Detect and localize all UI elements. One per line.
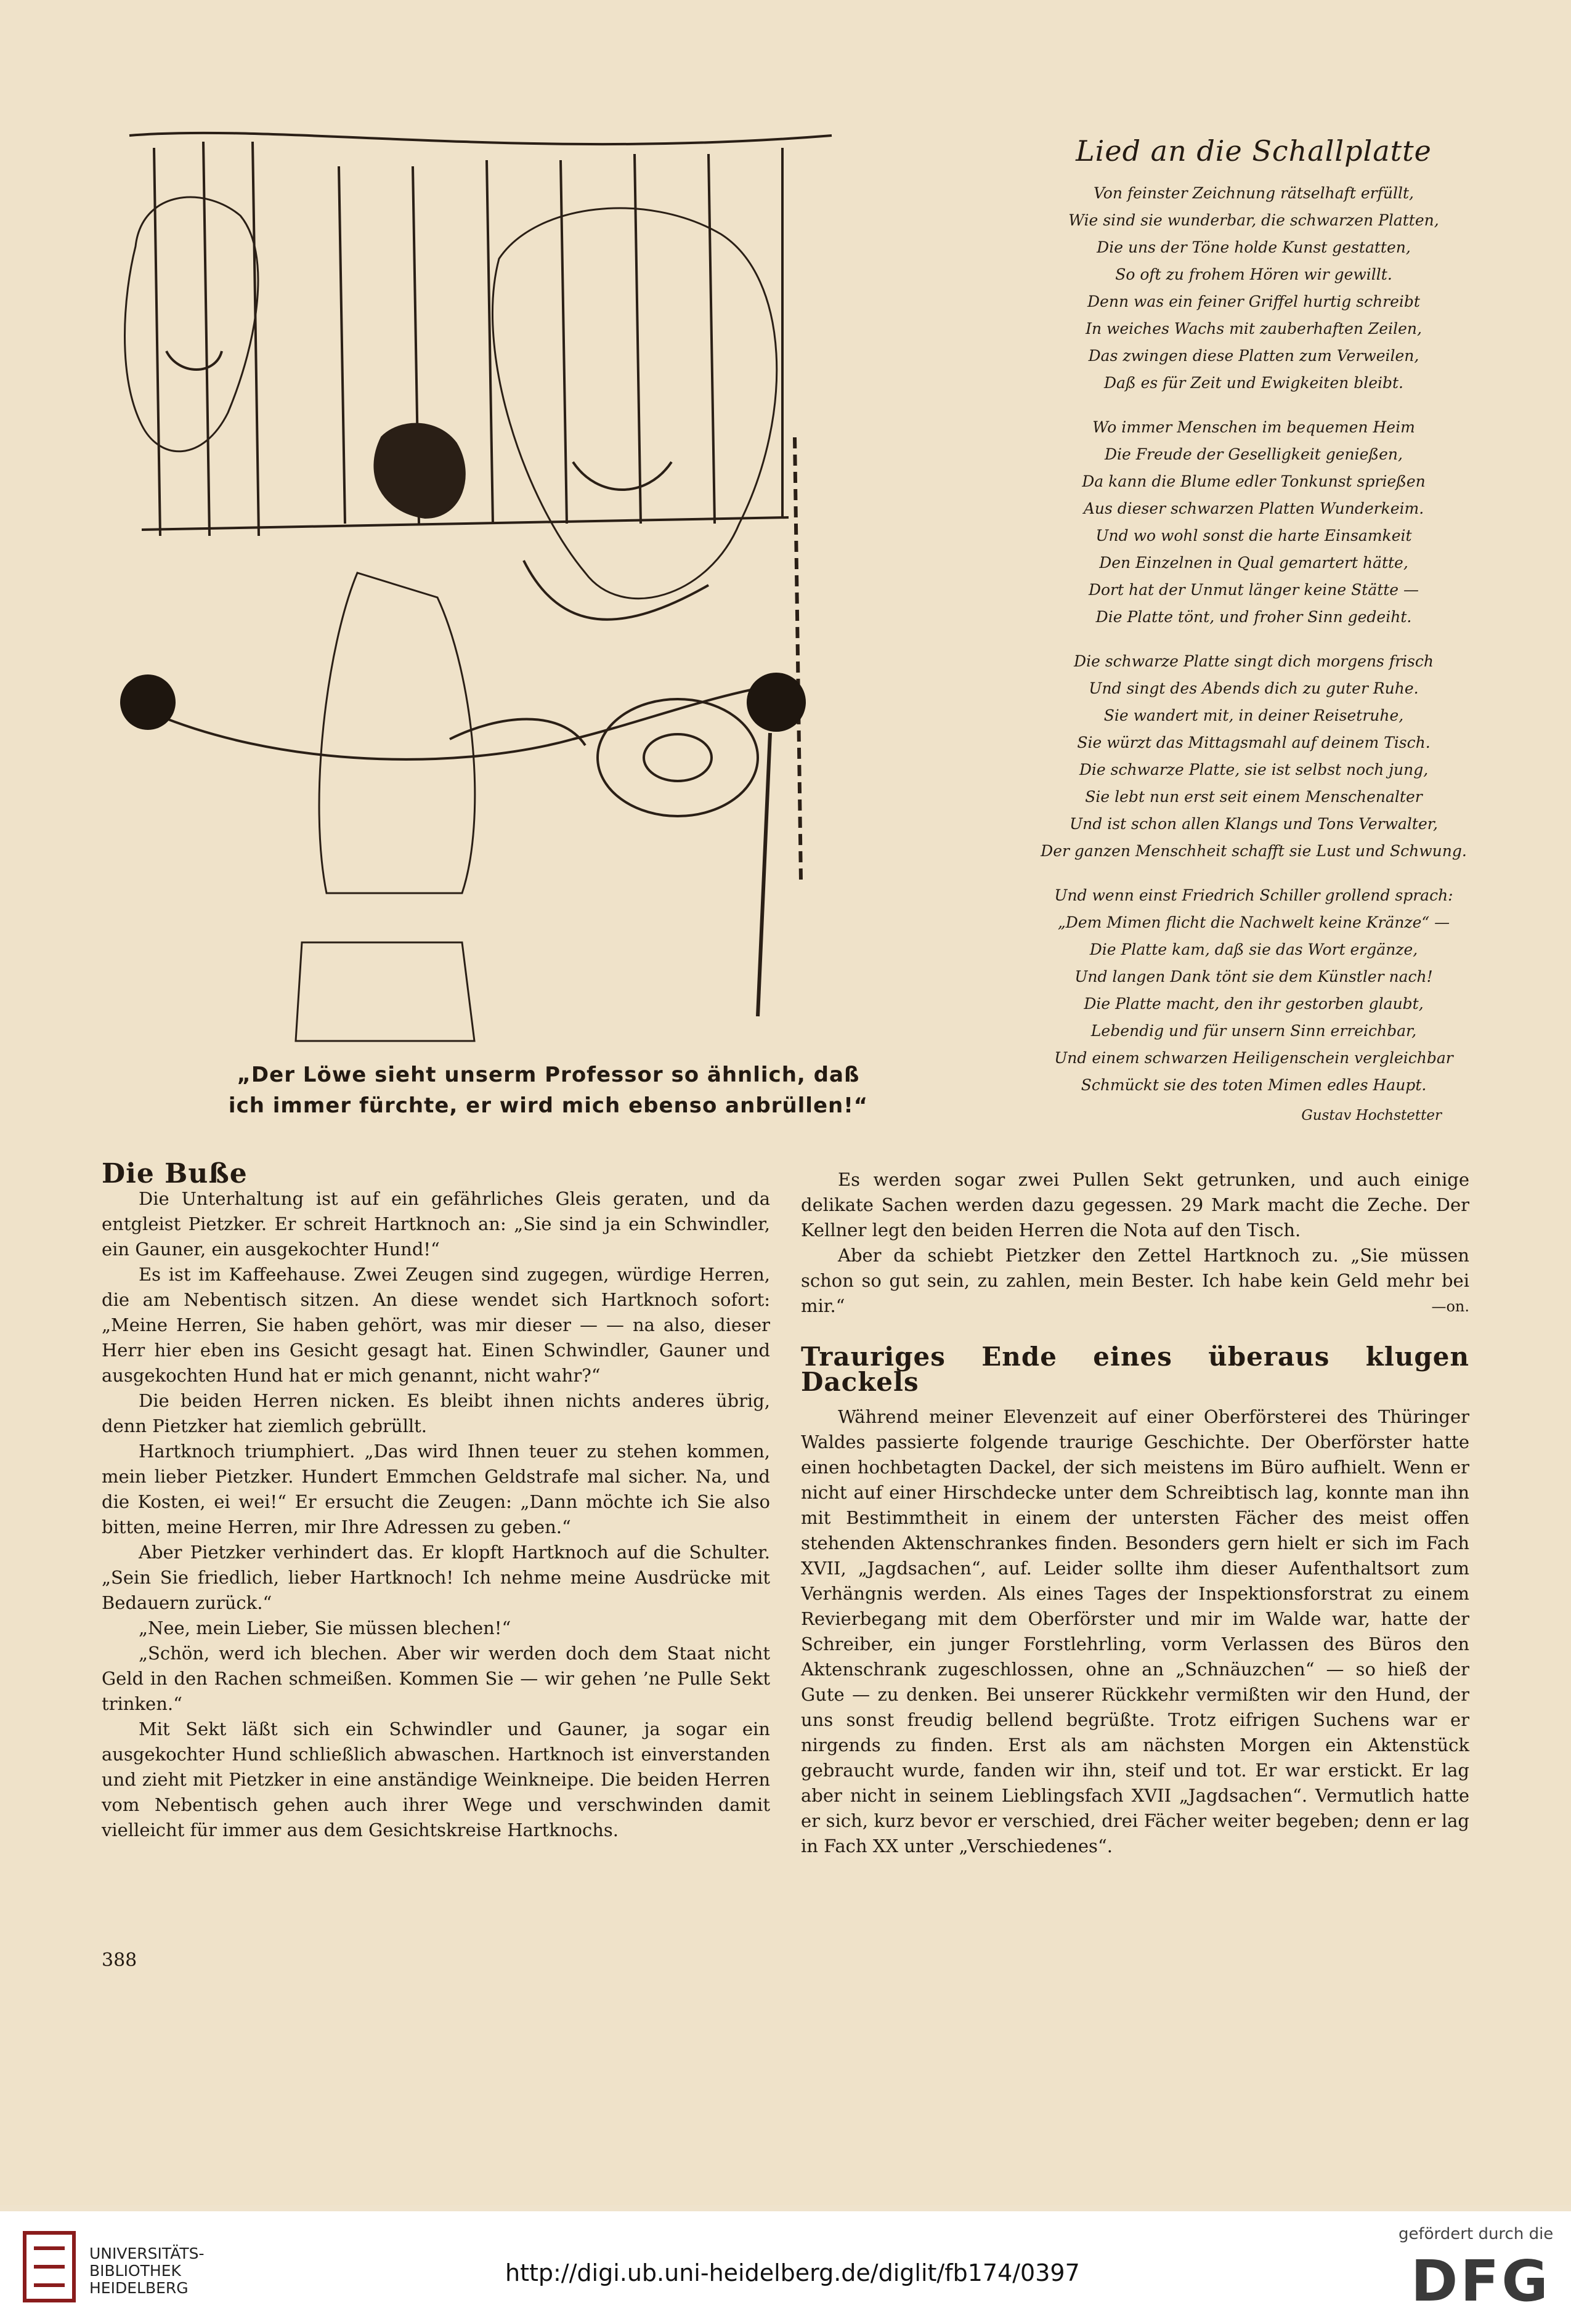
article-signature: —on. [1431,1298,1469,1315]
poem-stanza-4 [998,882,1509,1099]
poem-line: Die Freude der Geselligkeit genießen, [1105,445,1403,463]
poem-line: Und singt des Abends dich zu guter Ruhe. [1089,679,1419,697]
poem-line: Der ganzen Menschheit schafft sie Lust und Schwung. [1041,842,1467,860]
footer-bar [0,2211,1571,2324]
poem-line: Sie würzt das Mittagsmahl auf deinem Tisch. [1077,734,1431,751]
poem-line: Dort hat der Unmut länger keine Stätte — [1088,581,1419,599]
illustration-drawing [92,92,863,1047]
poem-stanza-2 [998,414,1509,631]
article-paragraph: Die beiden Herren nicken. Es bleibt ihnen nichts anderes übrig, denn Pietzker hat ziemlich gebrüllt. [102,1390,770,1436]
university-seal-icon [22,2230,77,2304]
poem-line: Die Platte kam, daß sie das Wort ergänze, [1089,941,1418,958]
poem-line: Wo immer Menschen im bequemen Heim [1092,418,1415,436]
poem-line: Da kann die Blume edler Tonkunst sprießen [1082,472,1426,490]
poem-line: Von feinster Zeichnung rätselhaft erfüllt, [1094,184,1414,202]
caption-line-1: „Der Löwe sieht unserm Professor so ähnlich, daß [237,1063,860,1087]
article-paragraph: Hartknoch triumphiert. „Das wird Ihnen teuer zu stehen kommen, mein lieber Pietzker. Hundert Emmchen Geldstrafe mal sicher. Na, und die Kosten, ei wei!“ Er ersucht die Zeugen: „Dann möchte ich Sie also bitten, meine Herren, mir Ihre Adressen zu geben.“ [102,1441,770,1537]
illustration-caption [185,1059,912,1121]
page-number: 388 [102,1949,137,1971]
sponsor-label: gefördert durch die [1398,2225,1554,2243]
poem-line: Und wenn einst Friedrich Schiller grollend sprach: [1054,886,1453,904]
poem-line: Den Einzelnen in Qual gemartert hätte, [1099,554,1408,572]
article-paragraph: Es ist im Kaffeehause. Zwei Zeugen sind zugegen, würdige Herren, die am Nebentisch sitzen. An diese wendet sich Hartknoch sofort: „Meine Herren, Sie haben gehört, was mir dieser — — na also, dieser Herr hier eben ins Gesicht gesagt hat. Einen Schwindler, Gauner und ausgekochten Hund hat er mich genannt, nicht wahr?“ [102,1264,770,1386]
poem [998,134,1509,1124]
institution-line: HEIDELBERG [89,2279,189,2297]
permalink[interactable]: http://digi.ub.uni-heidelberg.de/diglit/fb174/0397 [505,2259,1080,2286]
article-title: Trauriges Ende eines überaus klugen Dackels [801,1342,1469,1397]
article-paragraph: Die Unterhaltung ist auf ein gefährliches Gleis geraten, und da entgleist Pietzker. Er schreit Hartknoch an: „Sie sind ja ein Schwindler, ein Gauner, ein ausgekochter Hund!“ [102,1188,770,1260]
poem-title: Lied an die Schallplatte [1076,134,1432,168]
poem-line: „Dem Mimen flicht die Nachwelt keine Kränze“ — [1057,913,1450,931]
article-die-busse [102,1158,770,1843]
article-paragraph: Aber Pietzker verhindert das. Er klopft Hartknoch auf die Schulter. „Sein Sie friedlich, lieber Hartknoch! Ich nehme meine Ausdrücke mit Bedauern zurück.“ [102,1542,770,1613]
poem-line: Daß es für Zeit und Ewigkeiten bleibt. [1104,374,1403,392]
poem-line: Denn was ein feiner Griffel hurtig schreibt [1087,293,1420,310]
poem-line: Und wo wohl sonst die harte Einsamkeit [1095,527,1412,545]
poem-line: Die uns der Töne holde Kunst gestatten, [1097,238,1411,256]
institution-name[interactable] [89,2245,205,2297]
poem-line: Lebendig und für unsern Sinn erreichbar, [1090,1022,1417,1040]
poem-author: Gustav Hochstetter [1301,1107,1442,1124]
poem-line: Das zwingen diese Platten zum Verweilen, [1088,347,1419,365]
article-paragraph: Es werden sogar zwei Pullen Sekt getrunken, und auch einige delikate Sachen werden dazu gegessen. 29 Mark macht die Zeche. Der Kellner legt den beiden Herren die Nota auf den Tisch. [801,1169,1469,1241]
poem-line: Die Platte macht, den ihr gestorben glaubt, [1084,995,1424,1013]
poem-line: Die schwarze Platte, sie ist selbst noch jung, [1079,761,1429,779]
poem-line: So oft zu frohem Hören wir gewillt. [1115,265,1392,283]
article-paragraph: „Schön, werd ich blechen. Aber wir werden doch dem Staat nicht Geld in den Rachen schmeißen. Kommen Sie — wir gehen ’ne Pulle Sekt trinken.“ [102,1643,770,1714]
article-paragraph: Aber da schiebt Pietzker den Zettel Hartknoch zu. „Sie müssen schon so gut sein, zu zahlen, mein Bester. Ich habe kein Geld mehr bei mir.“ [801,1245,1469,1316]
institution-line: UNIVERSITÄTS- [89,2245,205,2262]
poem-line: Die schwarze Platte singt dich morgens frisch [1074,652,1434,670]
poem-line: Aus dieser schwarzen Platten Wunderkeim. [1083,500,1424,517]
poem-line: Schmückt sie des toten Mimen edles Haupt. [1081,1076,1427,1094]
poem-line: Sie wandert mit, in deiner Reisetruhe, [1103,707,1404,724]
article-paragraph: „Nee, mein Lieber, Sie müssen blechen!“ [139,1617,511,1638]
poem-line: Und ist schon allen Klangs und Tons Verwalter, [1070,815,1438,833]
poem-line: Sie lebt nun erst seit einem Menschenalter [1085,788,1423,806]
article-title: Die Buße [102,1158,248,1189]
right-column [801,1167,1469,1859]
poem-line: In weiches Wachs mit zauberhaften Zeilen, [1086,320,1422,338]
poem-line: Und langen Dank tönt sie dem Künstler nach! [1074,968,1433,986]
poem-stanza-1 [998,180,1509,397]
poem-line: Die Platte tönt, und froher Sinn gedeiht. [1095,608,1412,626]
article-paragraph: Mit Sekt läßt sich ein Schwindler und Gauner, ja sogar ein ausgekochter Hund schließlich abwaschen. Hartknoch ist einverstanden und zieht mit Pietzker in eine anständige Weinkneipe. Die beiden Herren vom Nebentisch gehen auch ihrer Wege und verschwinden damit vielleicht für immer aus dem Gesichtskreise Hartknochs. [102,1719,770,1840]
caption-line-2: ich immer fürchte, er wird mich ebenso anbrüllen!“ [228,1093,869,1118]
poem-stanza-3 [998,648,1509,865]
poem-line: Wie sind sie wunderbar, die schwarzen Platten, [1068,211,1439,229]
poem-line: Und einem schwarzen Heiligenschein vergleichbar [1054,1049,1453,1067]
article-paragraph: Während meiner Elevenzeit auf einer Oberförsterei des Thüringer Waldes passierte folgende traurige Geschichte. Der Oberförster hatte einen hochbetagten Dackel, der sich meistens im Büro aufhielt. Wenn er nicht auf einer Hirschdecke unter dem Schreibtisch lag, konnte man ihn mit Bestimmtheit in einem der untersten Fächer des meist offen stehenden Aktenschrankes finden. Besonders gern hielt er sich im Fach XVII, „Jagdsachen“, auf. Leider sollte ihm dieser Aufenthaltsort zum Verhängnis werden. Als eines Tages der Inspektionsforstrat zu einem Revierbegang mit dem Oberförster und mir im Walde war, hatte der Schreiber, ein junger Forstlehrling, vorm Verlassen des Büros den Aktenschrank zugeschlossen, ohne an „Schnäuzchen“ — so hieß der Gute — zu denken. Bei unserer Rückkehr vermißten wir den Hund, der uns sonst freudig bellend begrüßte. Trotz eifrigen Suchens war er nirgends zu finden. Erst als am nächsten Morgen ein Aktenstück gebraucht wurde, fanden wir ihn, steif und tot. Er war erstickt. Er lag aber nicht in seinem Lieblingsfach XVII „Jagdsachen“. Vermutlich hatte er sich, kurz bevor er verschied, drei Fächer weiter begeben; denn er lag in Fach XX unter „Verschiedenes“. [801,1406,1469,1856]
institution-line: BIBLIOTHEK [89,2262,181,2280]
lion-cage-illustration [92,92,863,1047]
sponsor-logo[interactable]: DFG [1411,2248,1551,2314]
